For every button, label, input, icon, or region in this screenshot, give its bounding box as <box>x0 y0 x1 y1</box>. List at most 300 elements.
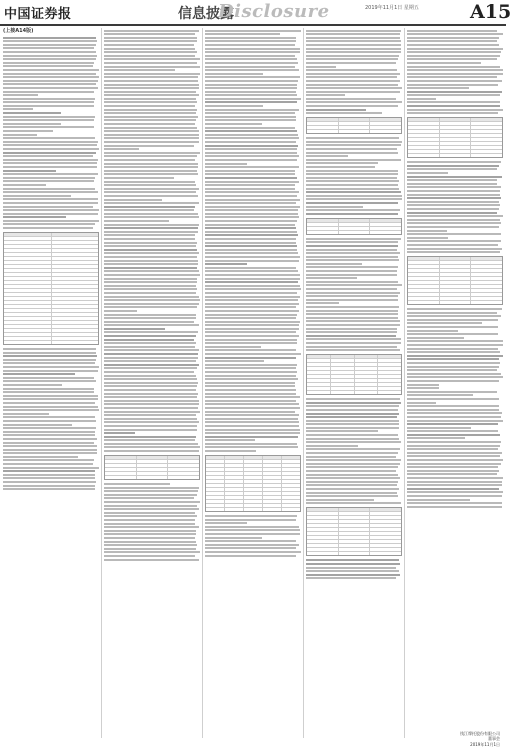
text-line <box>104 537 195 539</box>
table-row <box>105 476 199 479</box>
text-line <box>306 338 401 340</box>
text-line <box>407 69 503 71</box>
table-cell <box>408 261 440 264</box>
text-line <box>407 326 498 328</box>
text-line <box>104 303 199 305</box>
text-line <box>3 83 96 85</box>
text-line <box>407 384 439 386</box>
table-cell <box>282 476 300 479</box>
text-line <box>306 51 401 53</box>
text-line <box>306 277 357 279</box>
table-cell <box>370 532 401 535</box>
table-cell <box>263 480 282 483</box>
text-line <box>205 439 255 441</box>
table-cell <box>408 154 440 157</box>
text-line <box>104 505 197 507</box>
text-line <box>306 463 400 465</box>
text-line <box>3 406 98 408</box>
text-line <box>3 177 95 179</box>
text-line <box>104 30 199 32</box>
text-line <box>306 162 378 164</box>
table-cell <box>307 367 331 370</box>
text-line <box>205 249 297 251</box>
text-line <box>306 198 402 200</box>
page-number: A15 <box>470 1 511 23</box>
text-line <box>104 274 200 276</box>
text-line <box>205 30 301 32</box>
text-line <box>407 237 448 239</box>
text-line <box>104 91 196 93</box>
text-line <box>3 40 97 42</box>
table-cell <box>307 355 331 358</box>
text-line <box>407 48 503 50</box>
text-line <box>104 80 198 82</box>
text-line <box>104 292 196 294</box>
text-line <box>104 116 198 118</box>
table-cell <box>105 472 137 475</box>
text-line <box>104 310 137 312</box>
table-cell <box>408 142 440 145</box>
table-cell <box>52 249 99 252</box>
text-line <box>3 112 61 114</box>
text-line <box>306 166 375 168</box>
text-line <box>3 420 96 422</box>
table-cell <box>370 516 401 519</box>
data-table <box>104 455 200 480</box>
text-line <box>205 396 300 398</box>
table-cell <box>225 468 244 471</box>
table-cell <box>225 464 244 467</box>
text-line <box>407 230 447 232</box>
table-row <box>4 341 98 344</box>
text-line <box>3 488 95 490</box>
table-cell <box>378 371 401 374</box>
table-cell <box>52 297 99 300</box>
table-cell <box>307 552 339 555</box>
text-line <box>407 488 499 490</box>
text-line <box>306 48 401 50</box>
text-line <box>205 339 297 341</box>
text-line <box>104 267 197 269</box>
text-line <box>3 416 95 418</box>
text-line <box>306 159 401 161</box>
text-line <box>104 321 194 323</box>
text-line <box>3 198 98 200</box>
table-cell <box>355 383 379 386</box>
text-line <box>407 394 473 396</box>
text-line <box>205 432 300 434</box>
text-line <box>205 299 298 301</box>
text-line <box>407 179 497 181</box>
table-row <box>307 391 401 394</box>
table-cell <box>244 492 263 495</box>
text-line <box>306 98 396 100</box>
data-table <box>407 256 503 305</box>
text-line <box>407 366 499 368</box>
text-line <box>407 481 502 483</box>
text-line <box>3 37 96 39</box>
text-line <box>104 346 195 348</box>
text-line <box>104 393 198 395</box>
table-cell <box>331 371 355 374</box>
text-line <box>306 101 402 103</box>
text-line <box>306 420 399 422</box>
column-4 <box>306 28 402 740</box>
text-line <box>205 40 296 42</box>
table-cell <box>440 122 472 125</box>
text-line <box>306 409 398 411</box>
column-divider <box>303 28 304 738</box>
text-line <box>3 119 94 121</box>
table-row <box>408 154 502 157</box>
text-line <box>104 400 199 402</box>
text-line <box>407 373 501 375</box>
text-line <box>205 547 296 549</box>
text-line <box>104 278 197 280</box>
text-line <box>306 292 400 294</box>
table-cell <box>355 359 379 362</box>
text-line <box>407 172 448 174</box>
table-cell <box>4 337 52 340</box>
text-line <box>205 328 299 330</box>
text-line <box>205 378 298 380</box>
text-line <box>3 80 98 82</box>
table-cell <box>440 281 472 284</box>
text-line <box>104 407 198 409</box>
text-line <box>3 355 97 357</box>
text-line <box>205 256 300 258</box>
table-cell <box>370 524 401 527</box>
text-line <box>306 306 399 308</box>
text-line <box>306 270 397 272</box>
text-line <box>205 55 295 57</box>
table-cell <box>225 484 244 487</box>
text-line <box>104 421 199 423</box>
text-line <box>104 119 196 121</box>
text-line <box>3 370 98 372</box>
continued-from-label: (上接A14版) <box>3 28 34 34</box>
table-cell <box>225 496 244 499</box>
text-line <box>205 37 296 39</box>
text-line <box>407 376 503 378</box>
text-line <box>407 445 500 447</box>
table-cell <box>408 146 440 149</box>
text-line <box>306 84 398 86</box>
section-title-english: Disclosure <box>218 1 330 22</box>
table-cell <box>339 516 371 519</box>
text-line <box>407 423 498 425</box>
text-line <box>3 76 99 78</box>
text-line <box>407 76 497 78</box>
text-line <box>104 40 197 42</box>
table-cell <box>307 524 339 527</box>
table-cell <box>4 301 52 304</box>
text-line <box>205 202 296 204</box>
table-cell <box>307 379 331 382</box>
text-line <box>306 470 396 472</box>
table-cell <box>440 150 472 153</box>
table-cell <box>263 508 282 511</box>
text-line <box>306 73 400 75</box>
table-cell <box>307 544 339 547</box>
table-cell <box>307 126 339 129</box>
table-cell <box>307 383 331 386</box>
text-line <box>205 270 298 272</box>
text-line <box>306 180 399 182</box>
table-cell <box>4 245 52 248</box>
table-cell <box>471 150 502 153</box>
table-cell <box>408 285 440 288</box>
text-line <box>205 163 247 165</box>
table-cell <box>355 379 379 382</box>
table-cell <box>206 464 225 467</box>
table-cell <box>378 375 401 378</box>
text-line <box>205 450 256 452</box>
text-line <box>407 248 502 250</box>
text-line <box>306 213 398 215</box>
text-line <box>3 366 99 368</box>
text-line <box>407 73 503 75</box>
text-line <box>104 220 169 222</box>
text-line <box>205 170 295 172</box>
text-line <box>407 387 439 389</box>
text-line <box>104 130 199 132</box>
text-line <box>104 439 195 441</box>
text-line <box>104 195 198 197</box>
text-line <box>104 555 195 557</box>
text-line <box>3 166 97 168</box>
table-cell <box>339 552 371 555</box>
text-line <box>3 362 95 364</box>
table-cell <box>307 359 331 362</box>
text-line <box>3 373 75 375</box>
table-cell <box>307 122 339 125</box>
text-line <box>205 263 247 265</box>
text-line <box>3 438 97 440</box>
table-cell <box>339 536 371 539</box>
table-cell <box>52 241 99 244</box>
table-cell <box>52 277 99 280</box>
table-cell <box>408 293 440 296</box>
table-cell <box>339 231 371 234</box>
table-cell <box>331 383 355 386</box>
text-line <box>205 148 297 150</box>
text-line <box>104 331 198 333</box>
text-line <box>306 317 398 319</box>
text-line <box>3 91 94 93</box>
table-cell <box>378 363 401 366</box>
table-cell <box>4 289 52 292</box>
text-line <box>306 274 397 276</box>
table-cell <box>307 532 339 535</box>
text-line <box>306 148 397 150</box>
table-cell <box>370 552 401 555</box>
table-cell <box>282 464 300 467</box>
table-cell <box>307 223 339 226</box>
table-cell <box>331 379 355 382</box>
text-line <box>407 66 500 68</box>
table-cell <box>339 532 371 535</box>
text-line <box>104 342 196 344</box>
text-line <box>306 245 398 247</box>
text-line <box>104 69 175 71</box>
text-line <box>306 481 398 483</box>
text-line <box>104 501 200 503</box>
text-line <box>3 427 96 429</box>
text-line <box>3 55 97 57</box>
text-line <box>104 152 200 154</box>
text-line <box>104 199 162 201</box>
text-line <box>306 466 398 468</box>
text-line <box>306 563 400 565</box>
table-cell <box>244 484 263 487</box>
text-line <box>306 109 366 111</box>
text-line <box>104 209 194 211</box>
table-cell <box>244 464 263 467</box>
text-line <box>104 33 195 35</box>
text-line <box>306 62 396 64</box>
text-line <box>205 389 296 391</box>
table-cell <box>105 460 137 463</box>
text-line <box>205 159 297 161</box>
table-cell <box>4 241 52 244</box>
text-line <box>205 285 300 287</box>
text-line <box>104 396 197 398</box>
text-line <box>407 312 497 314</box>
table-cell <box>378 355 401 358</box>
table-cell <box>307 130 339 133</box>
text-line <box>306 112 382 114</box>
table-cell <box>408 273 440 276</box>
table-cell <box>307 363 331 366</box>
text-line <box>407 398 499 400</box>
text-line <box>306 188 399 190</box>
table-cell <box>282 460 300 463</box>
text-line <box>306 202 398 204</box>
column-divider <box>101 28 102 738</box>
text-line <box>104 234 195 236</box>
text-line <box>104 443 198 445</box>
text-line <box>104 429 197 431</box>
table-cell <box>52 305 99 308</box>
table-cell <box>4 309 52 312</box>
table-cell <box>370 227 401 230</box>
text-line <box>104 541 196 543</box>
text-line <box>205 134 298 136</box>
text-line <box>205 80 298 82</box>
text-line <box>104 173 198 175</box>
text-line <box>407 416 501 418</box>
table-cell <box>378 391 401 394</box>
section-title: 信息披露 <box>178 6 234 22</box>
text-line <box>306 256 398 258</box>
text-line <box>306 263 362 265</box>
text-line <box>306 76 397 78</box>
text-line <box>205 418 298 420</box>
text-line <box>306 241 398 243</box>
text-line <box>306 252 400 254</box>
text-line <box>306 577 396 579</box>
text-line <box>205 98 301 100</box>
text-line <box>306 430 378 432</box>
table-cell <box>307 528 339 531</box>
text-line <box>3 195 71 197</box>
text-line <box>306 91 400 93</box>
data-table <box>407 117 503 158</box>
text-line <box>205 123 262 125</box>
text-line <box>104 288 197 290</box>
table-cell <box>378 359 401 362</box>
text-line <box>104 385 197 387</box>
text-line <box>306 499 374 501</box>
table-cell <box>225 480 244 483</box>
table-cell <box>4 325 52 328</box>
text-line <box>104 127 197 129</box>
table-cell <box>370 122 401 125</box>
text-line <box>3 141 98 143</box>
text-line <box>407 98 436 100</box>
text-line <box>407 459 503 461</box>
text-line <box>306 170 398 172</box>
table-cell <box>307 516 339 519</box>
text-line <box>3 485 95 487</box>
table-row <box>408 301 502 304</box>
text-line <box>306 295 398 297</box>
text-line <box>3 449 97 451</box>
text-line <box>3 123 61 125</box>
text-line <box>3 51 96 53</box>
text-line <box>205 188 295 190</box>
table-cell <box>370 548 401 551</box>
text-line <box>104 515 197 517</box>
text-line <box>104 263 198 265</box>
text-line <box>205 73 263 75</box>
table-cell <box>408 122 440 125</box>
text-line <box>3 152 96 154</box>
text-line <box>3 398 98 400</box>
text-line <box>205 551 301 553</box>
text-line <box>306 141 402 143</box>
table-cell <box>440 297 472 300</box>
text-line <box>205 515 297 517</box>
text-line <box>3 227 93 229</box>
table-cell <box>52 309 99 312</box>
text-line <box>407 362 500 364</box>
table-cell <box>244 500 263 503</box>
text-line <box>104 349 199 351</box>
table-cell <box>4 329 52 332</box>
text-line <box>205 407 300 409</box>
text-line <box>104 101 197 103</box>
table-cell <box>440 257 472 260</box>
text-line <box>205 84 297 86</box>
text-line <box>104 245 196 247</box>
text-line <box>104 227 198 229</box>
text-line <box>306 191 401 193</box>
table-cell <box>52 293 99 296</box>
text-line <box>407 109 503 111</box>
table-cell <box>263 496 282 499</box>
table-cell <box>408 134 440 137</box>
text-line <box>3 352 96 354</box>
text-line <box>306 445 358 447</box>
table-cell <box>339 227 371 230</box>
text-line <box>3 47 94 49</box>
text-line <box>3 413 49 415</box>
text-line <box>104 551 200 553</box>
text-line <box>205 400 296 402</box>
text-line <box>205 252 298 254</box>
